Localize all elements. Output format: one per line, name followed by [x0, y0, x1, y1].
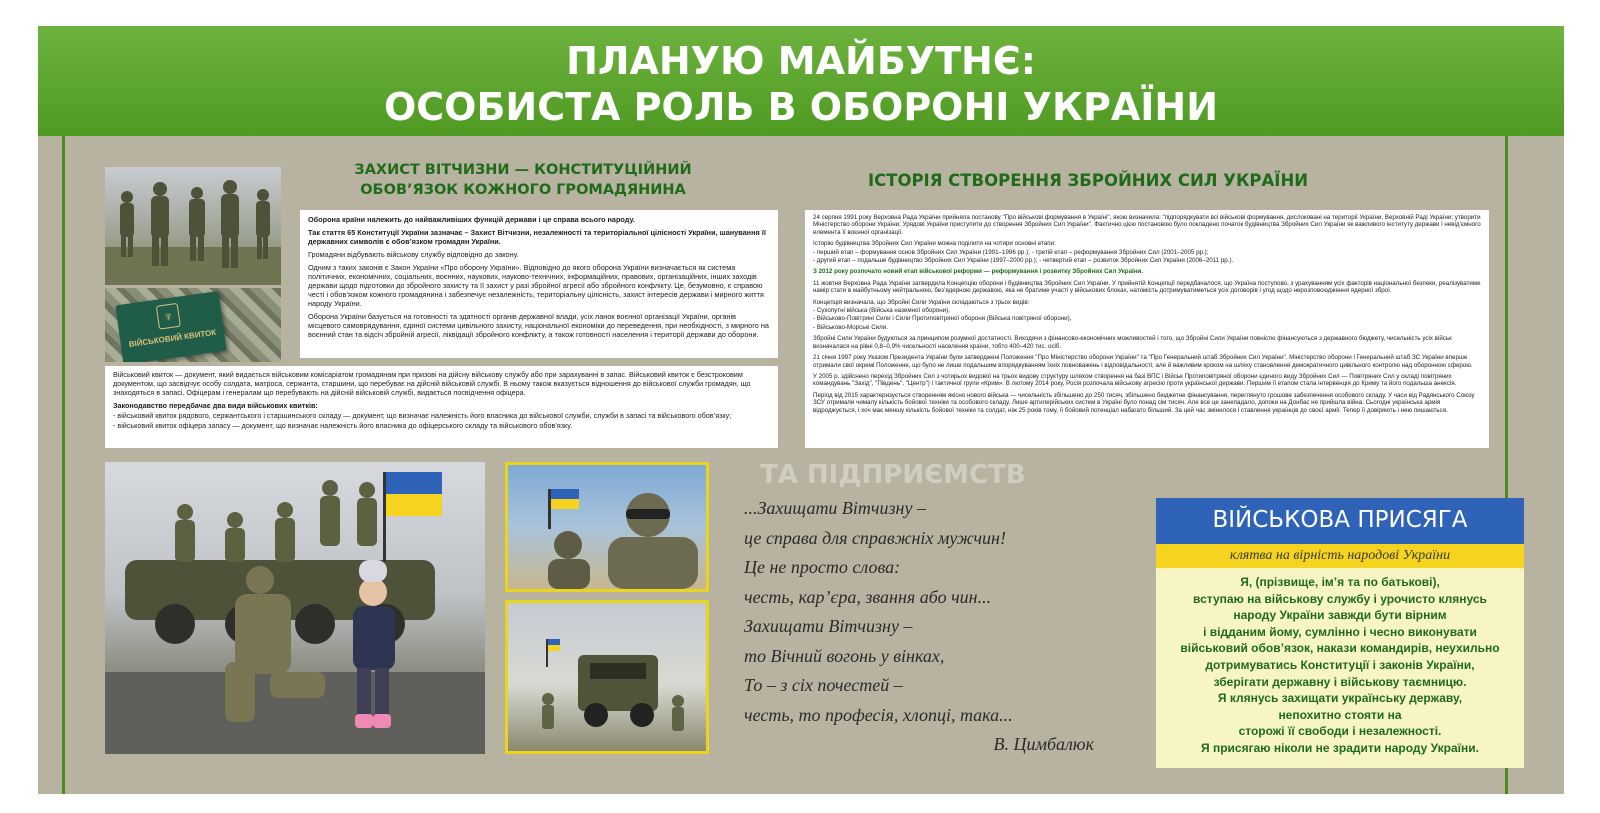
poem-line-1: ...Захищати Вітчизну – — [744, 498, 926, 518]
armored-vehicle-illustration — [508, 603, 706, 751]
history-paragraph-9: - Військово-Повітряні Сили і Сили Протиповітряної оборони (Війська повітряної оборони), — [813, 315, 1072, 323]
history-paragraph-12: 21 січня 1997 року Указом Президента України були затверджені Положення "Про Міністерство оборони України" та "Про Генеральний штаб Збройних Сил України". Міністерство оборони і Генеральний штаб ЗС України вперше отримали свої окремі Положення, що було не лише подальшим впорядкуванням їхніх повноважень і відповідальності, але й важливим кроком на шляху становлення демократичного цивільного контролю над оборонною сферою. — [813, 354, 1473, 369]
history-paragraph-2: Історію будівництва Збройних Сил України можна поділити на чотири основні етапи: — [813, 240, 1056, 248]
poem-line-6: то Вічний вогонь у вінках, — [744, 645, 945, 666]
soldiers-tank-illustration — [105, 462, 485, 754]
stand-board — [38, 26, 1564, 794]
soldier-closeup-illustration — [508, 465, 706, 589]
booklet-label: ВІЙСЬКОВИЙ КВИТОК — [128, 327, 217, 349]
history-paragraph-13: У 2005 р. здійснено перехід Збройних Сил з чотирьох видової на трьох видову структуру шляхом створення на базі ВПС і Військ Протиповітряної оборони єдиного виду Збройних Сил — Повітряних Сил у складі повітряних командувань "Захід", "Південь", "Центр") і тактичної групи «Крим». В лютому 2014 року, Росія розпочала військову агресію проти української держави. Першим її етапом стала інтервенція до Криму та його подальша анексія. — [813, 372, 1457, 388]
military-id-paragraph-1: Військовий квиток — документ, який видається військовим комісаріатом громадянам при призові на дійсну військову службу або при зарахуванні в запас. Військовий квиток є безстроковим документом, що засвідчує особу солдата, матроса, сержанта, старшини, що перебуває на дійсній військовій службі. В ньому також вказується відношення до військової служби громадян, що знаходяться в запасі. Офіцерам і генералам що перебувають на дійсній військовій службі, видається посвідчення офіцера. — [113, 370, 751, 397]
defense-paragraph-2: Так стаття 65 Конституції України зазначає – Захист Вітчизни, незалежності та територіальної цілісності України, шанування її державних символів є обов’язком громадян України. — [308, 228, 766, 246]
history-text-box — [805, 210, 1489, 448]
history-paragraph-8: - Сухопутні війська (Війська наземної оборони), — [813, 307, 950, 315]
left-border-line — [62, 136, 65, 794]
oath-title: ВІЙСЬКОВА ПРИСЯГА — [1212, 507, 1468, 533]
oath-line-8: Я клянусь захищати українську державу, — [1217, 691, 1463, 706]
title-line-1: ПЛАНУЮ МАЙБУТНЄ: — [566, 39, 1036, 83]
history-paragraph-6: 11 жовтня Верховна Рада України затвердила Концепцію оборони і будівництва Збройних Сил України. У прийнятій Концепції передбачалося, що Україна поступово, з урахуванням усіх факторів національної безпеки, реалізуватиме намір стати в майбутньому нейтральною, без’ядерною державою, яка не братиме участі у військових блоках, натомість дотримуватиметься усіх договорів і угод щодо нерозповсюдження ядерної зброї. — [813, 279, 1481, 295]
history-heading: ІСТОРІЯ СТВОРЕННЯ ЗБРОЙНИХ СИЛ УКРАЇНИ — [867, 171, 1309, 190]
oath-line-5: військовий обов’язок, накази командирів, неухильно — [1180, 641, 1500, 656]
left-heading-line-2: ОБОВ’ЯЗОК КОЖНОГО ГРОМАДЯНИНА — [360, 182, 686, 198]
soldier-closeup-photo — [505, 462, 709, 592]
defense-paragraph-1: Оборона країни належить до найважливіших функцій держави і це справа всього народу. — [308, 215, 635, 224]
defense-paragraph-4: Одним з таких законів є Закон України «Про оборону України». Відповідно до якого оборона України визначається як система політичних, економічних, соціальних, воєнних, наукових, науково-технічних, інформаційних, правових, організаційних, інших заходів держави щодо підготовки до збройного захисту та її захист у разі збройної агресії або збройного конфлікту. Це, безумовно, є справою честі і обов’язком кожного громадянина і забезпечує незалежність, територіальну цілісність, захист інтересів держави і мирного життя народу України. — [308, 263, 764, 308]
oath-line-6: дотримуватись Конституції і законів України, — [1205, 657, 1475, 672]
military-id-paragraph-4: - військовий квиток офіцера запасу — документ, що визначає належність його власника до офіцерського складу та військового обов’язку. — [113, 421, 573, 430]
history-paragraph-5: З 2012 року розпочато новий етап військової реформи — реформування і розвитку Збройних Сил України. — [813, 268, 1144, 276]
military-id-text-box — [105, 366, 778, 448]
poem-line-3: Це не просто слова: — [744, 557, 901, 577]
history-paragraph-11: Збройні Сили України будуються за принципом розумної достатності. Виходячи з фінансово-економічних можливостей і того, що Збройні Сили України повністю фінансуються з державного бюджету, чисельність усіх військ визначалася на рівні 0,8–0,9% чисельності населення країни, тобто 400–420 тис. осіб. — [813, 335, 1452, 350]
defense-paragraph-5: Оборона України базується на готовності та здатності органів державної влади, усіх ланок воєнної організації України, органів місцевого самоврядування, єдиної системи цивільного захисту, національної економіки до переведення, при необхідності, з мирного на воєнний стан та відсіч збройній агресії, ліквідації збройного конфлікту, а також готовності населення і території держави до оборони. — [308, 312, 769, 339]
history-paragraph-7: Концепція визначала, що Збройні Сили України складаються з трьох видів: — [813, 298, 1030, 306]
left-section-heading — [328, 160, 718, 200]
military-id-booklet — [115, 291, 226, 362]
history-paragraph-3: - перший етап – формування основ Збройних Сил України (1991–1996 рр.); - третій етап – реформування Збройних Сил (2001–2005 рр.); — [813, 248, 1209, 256]
poem-author: В. Цимбалюк — [993, 734, 1094, 754]
oath-text — [1156, 574, 1524, 757]
military-id-paragraph-2: Законодавство передбачає два види військових квитків: — [113, 401, 318, 410]
oath-title-band — [1156, 498, 1524, 544]
watermark-text: ТА ПІДПРИЄМСТВ — [760, 460, 1026, 490]
defense-paragraph-3: Громадяни відбувають військову службу відповідно до закону. — [308, 250, 519, 259]
history-paragraph-1: 24 серпня 1991 року Верховна Рада України прийняла постанову "Про військові формування в Україні", якою визначила: "підпорядкувати всі військові формування, дислоковані на території України, Верховній Раді України; утворити Міністерство оборони України; Урядові України приступити до створення Збройних Сил України". Фактично цією постановою було покладено початок будівництва Збройних Сил України як важливого інституту держави і невід’ємного елемента її воєнної організації. — [813, 214, 1481, 236]
oath-line-9: непохитно стояти на — [1278, 707, 1402, 722]
poem-line-7: То – з сіх почестей – — [744, 675, 903, 695]
poem-line-4: честь, кар’єра, звання або чин... — [744, 586, 992, 607]
soldiers-with-child-photo — [105, 462, 485, 754]
defense-text-box — [300, 210, 778, 358]
oath-line-3: народу України завжди бути вірним — [1233, 608, 1447, 623]
poem-line-2: це справа для справжніх мужчин! — [744, 527, 1006, 548]
oath-subtitle-band — [1156, 544, 1524, 568]
soldiers-walking-illustration — [105, 167, 281, 285]
oath-line-2: вступаю на військову службу і урочисто клянусь — [1193, 591, 1487, 606]
title-line-2: ОСОБИСТА РОЛЬ В ОБОРОНІ УКРАЇНИ — [383, 85, 1219, 129]
trident-icon: ♆ — [156, 303, 181, 330]
poem-line-5: Захищати Вітчизну – — [744, 616, 913, 636]
armored-vehicle-photo — [505, 600, 709, 754]
oath-line-10: сторожі її свободи і незалежності. — [1238, 724, 1442, 739]
left-heading-line-1: ЗАХИСТ ВІТЧИЗНИ — КОНСТИТУЦІЙНИЙ — [354, 162, 692, 178]
poem-line-8: честь, то професія, хлопці, така... — [744, 704, 1013, 725]
oath-line-4: і відданим йому, сумлінно і чесно виконувати — [1203, 624, 1477, 639]
military-oath-panel — [1156, 498, 1524, 768]
oath-line-11: Я присягаю ніколи не зрадити народу України. — [1201, 740, 1479, 755]
military-id-paragraph-3: - військовий квиток рядового, сержантського і старшинського складу — документ, що визначає належність його власника до військової служби, служби в запасі та військового обов’язку; — [113, 411, 732, 420]
history-paragraph-14: Період від 2015 характеризується створенням якісно нового війська — чисельність збільшено до 250 тисяч, збільшено бюджетне фінансування, переглянуто грошове забезпечення особового складу. У часи від Радянського Союзу ЗСУ отримали чималу кількість бойової техніки та особового складу. Лише артилерійських систем в Україні було понад сім тисяч. Але все це занепадало, допоки на Донбас не прийшла війна. Сьогодні українська армія відроджується, і хоч має меншу кількість бойової техніки та солдат, ніж 25 років тому, її бойовий потенціал набагато більший. За цей час змінилося і ставлення українців до своєї армії. Тепер її довіряють і нею пишаються. — [813, 391, 1475, 414]
history-paragraph-10: - Військово-Морські Сили. — [813, 323, 888, 331]
history-paragraph-4: - другий етап – подальше будівництво Збройних Сил України (1997–2000 рр.); - четвертий етап – розвиток Збройних Сил України (2006–2011 рр.). — [813, 257, 1234, 265]
oath-subtitle: клятва на вірність народові України — [1229, 548, 1451, 563]
oath-line-7: зберігати державну і військову таємницю. — [1213, 674, 1467, 689]
oath-line-1: Я, (прізвище, ім’я та по батькові), — [1240, 575, 1440, 589]
oath-text-body — [1156, 568, 1524, 768]
header-banner — [38, 26, 1564, 136]
poem — [744, 494, 1114, 760]
military-id-photo — [105, 288, 281, 362]
soldiers-walking-photo — [105, 167, 281, 285]
